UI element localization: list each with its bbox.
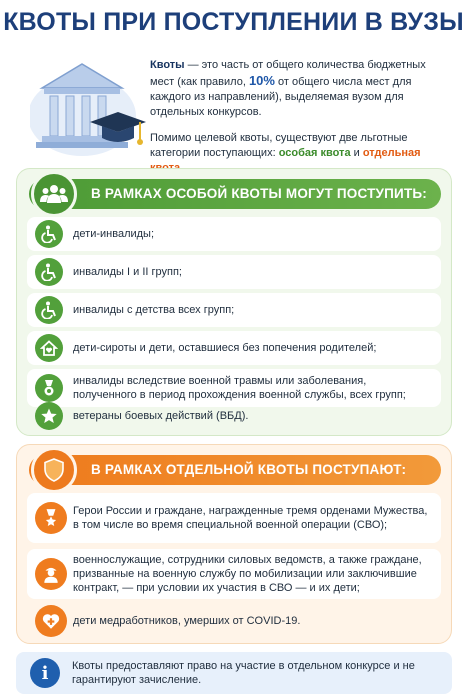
percent-value: 10%: [248, 73, 275, 88]
info-note-text: Квоты предоставляют право на участие в отдельном конкурсе и не гарантируют зачисление.: [72, 660, 415, 686]
university-building-icon: [30, 56, 148, 156]
shield-icon: [31, 447, 77, 493]
list-item: [27, 255, 441, 289]
list-item: [27, 493, 441, 543]
item-text: инвалиды с детства всех групп;: [73, 304, 235, 316]
intro-block: [16, 48, 452, 163]
list-item: [27, 293, 441, 327]
intro-paragraph-definition: Квоты — это часть от общего количества бюджетных мест (как правило, 10% от общего числа мест для каждого из направлений), выделяемая вузом для отдельных конкурсов.: [150, 59, 426, 118]
special-quota-term: особая квота: [278, 147, 351, 159]
separate-quota-section: [16, 444, 452, 644]
intro-paragraph-categories: Помимо целевой квоты, существуют две льготные категории поступающих: особая квота и отдельная: [150, 131, 450, 176]
item-text: дети-сироты и дети, оставшиеся без попечения родителей;: [73, 342, 377, 354]
medal-icon: [35, 502, 67, 534]
list-item: [27, 549, 441, 599]
item-text: Герои России и граждане, награжденные тремя орденами Мужества, в том числе во время специальной военной операции (СВО);: [73, 505, 428, 531]
term-quotas: Квоты: [150, 59, 185, 71]
people-group-icon: [31, 171, 77, 217]
medical-heart-icon: [35, 605, 67, 637]
item-text: дети медработников, умерших от COVID-19.: [73, 615, 301, 627]
star-icon: [35, 402, 63, 430]
page-title: КВОТЫ ПРИ ПОСТУПЛЕНИИ В ВУЗЫ: [3, 8, 464, 36]
item-text: ветераны боевых действий (ВБД).: [73, 410, 249, 422]
soldier-icon: [35, 558, 67, 590]
special-quota-section: [16, 168, 452, 436]
item-text: инвалиды вследствие военной травмы или заболевания, полученного в период прохождения военной службы, всех групп;: [73, 375, 406, 401]
wheelchair-icon: [35, 258, 63, 286]
separate-quota-term: отдельная: [362, 147, 421, 159]
house-heart-icon: [35, 334, 63, 362]
wheelchair-icon: [35, 220, 63, 248]
info-note: [16, 652, 452, 694]
list-item: [27, 331, 441, 365]
wheelchair-icon: [35, 296, 63, 324]
separate-quota-header: В РАМКАХ ОТДЕЛЬНОЙ КВОТЫ ПОСТУПАЮТ:: [29, 455, 441, 485]
list-item: [27, 401, 441, 431]
list-item: [27, 605, 441, 637]
medal-icon: [35, 374, 63, 402]
list-item: [27, 217, 441, 251]
item-text: военнослужащие, сотрудники силовых ведомств, а также граждане, призванные на военную службу по мобилизации или заключившие контракт, — при условии их участия в СВО — и их дети;: [73, 554, 422, 594]
item-text: инвалиды I и II групп;: [73, 266, 182, 278]
special-quota-header: В РАМКАХ ОСОБОЙ КВОТЫ МОГУТ ПОСТУПИТЬ:: [29, 179, 441, 209]
item-text: дети-инвалиды;: [73, 228, 155, 240]
info-icon: i: [30, 658, 60, 688]
